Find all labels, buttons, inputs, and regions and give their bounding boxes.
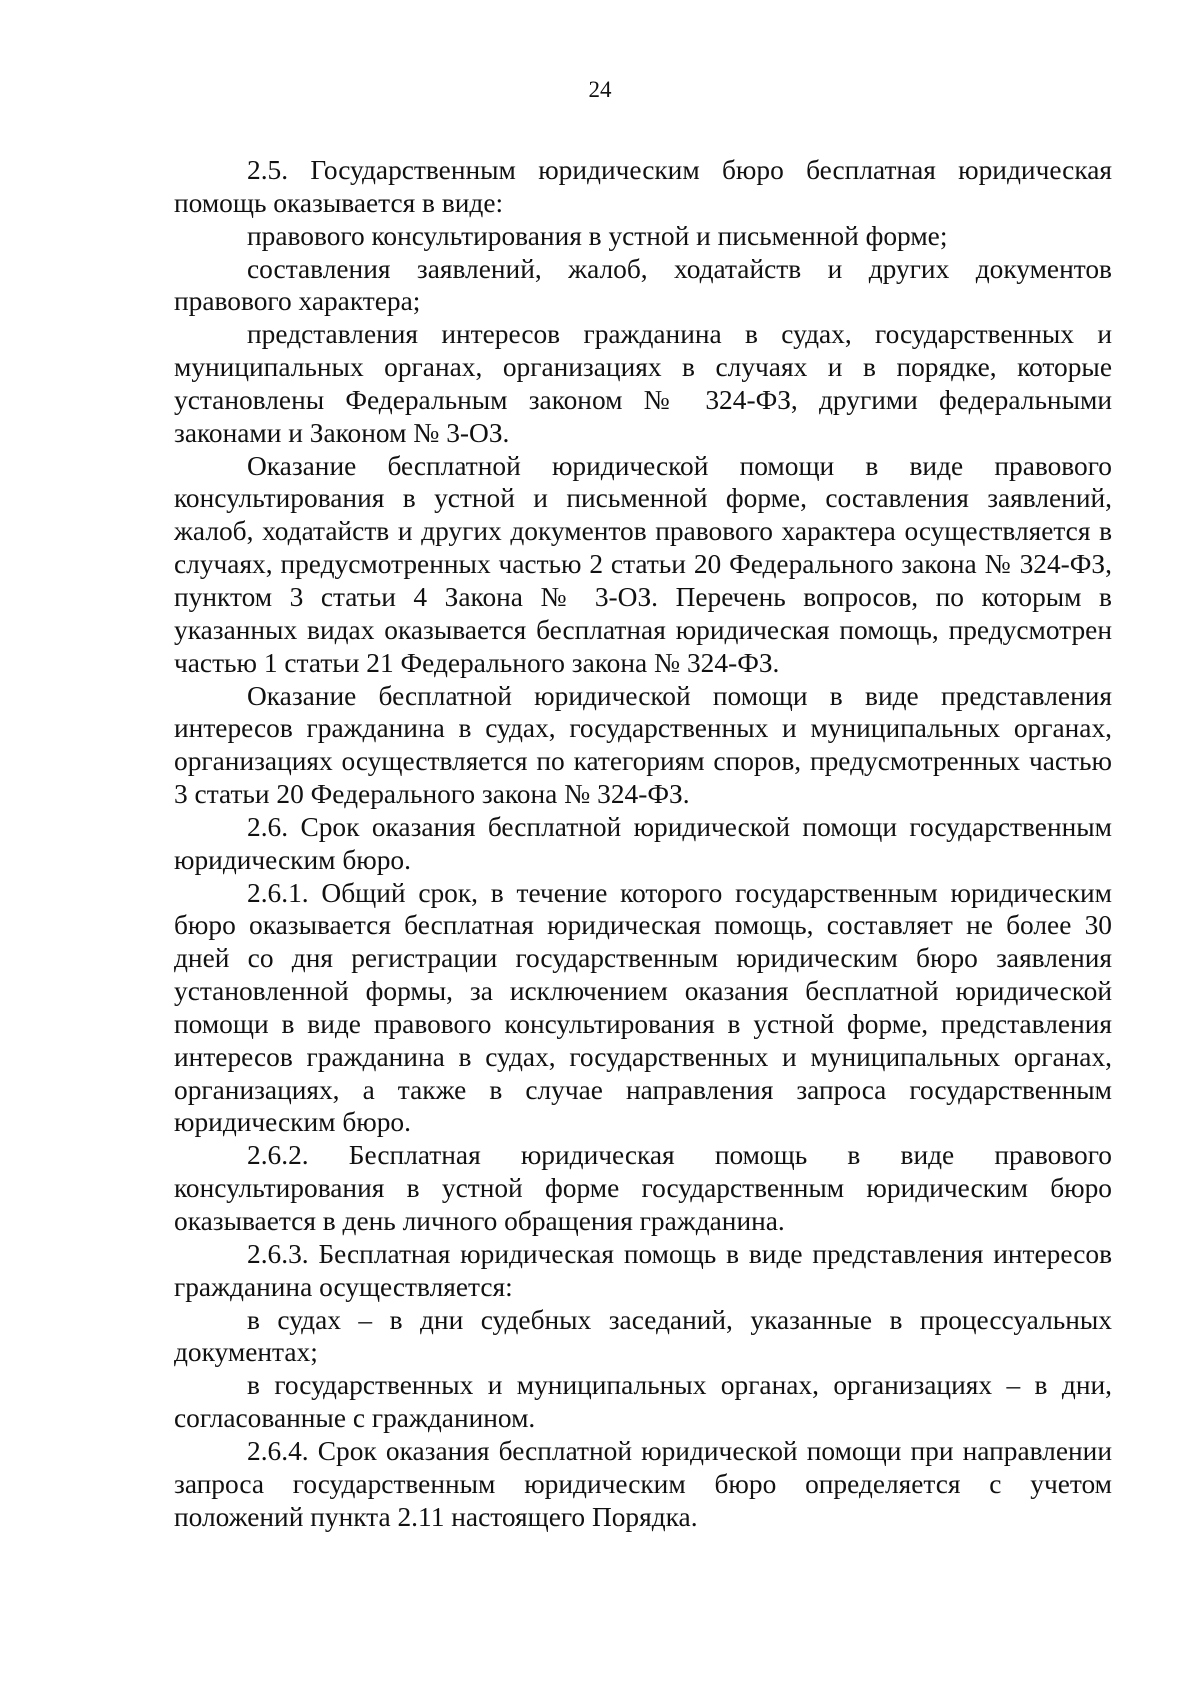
paragraph-courts: в судах – в дни судебных заседаний, указанные в процессуальных документах; [174, 1304, 1112, 1368]
paragraph-consulting: правового консультирования в устной и письменной форме; [247, 220, 948, 251]
paragraph-representation-categories: Оказание бесплатной юридической помощи в виде представления интересов гражданина в судах, государственных и муниципальных органах, организациях осуществляется по категориям споров, предусмотренных частью 3 статьи 20 Федерального закона № 324-ФЗ. [174, 680, 1112, 810]
paragraph-organizations: в государственных и муниципальных органах, организациях – в дни, согласованные с гражданином. [174, 1370, 1112, 1434]
paragraph-representation: представления интересов гражданина в судах, государственных и муниципальных органах, организациях в случаях и в порядке, которые установлены Федеральным законом № 324-ФЗ, другими федеральными законами и Законом № 3-ОЗ. [174, 319, 1112, 448]
document-body [174, 154, 1112, 1533]
paragraph-consulting-cases: Оказание бесплатной юридической помощи в виде правового консультирования в устной и письменной форме, составления заявлений, жалоб, ходатайств и других документов правового характера осуществляется в случаях, предусмотренных частью 2 статьи 20 Федерального закона № 324-ФЗ, пунктом 3 статьи 4 Закона № 3-ОЗ. Перечень вопросов, по которым в указанных видах оказывается бесплатная юридическая помощь, предусмотрен частью 1 статьи 21 Федерального закона № 324-ФЗ. [174, 450, 1112, 678]
paragraph-2-6-3: 2.6.3. Бесплатная юридическая помощь в виде представления интересов гражданина осуществляется: [174, 1238, 1112, 1302]
page-number: 24 [588, 77, 612, 102]
paragraph-documents: составления заявлений, жалоб, ходатайств и других документов правового характера; [174, 253, 1112, 317]
paragraph-2-6: 2.6. Срок оказания бесплатной юридической помощи государственным юридическим бюро. [174, 811, 1112, 875]
paragraph-2-6-2: 2.6.2. Бесплатная юридическая помощь в виде правового консультирования в устной форме государственным юридическим бюро оказывается в день личного обращения гражданина. [174, 1140, 1112, 1236]
paragraph-2-6-4: 2.6.4. Срок оказания бесплатной юридической помощи при направлении запроса государственным юридическим бюро определяется с учетом положений пункта 2.11 настоящего Порядка. [174, 1435, 1112, 1532]
paragraph-2-6-1: 2.6.1. Общий срок, в течение которого государственным юридическим бюро оказывается бесплатная юридическая помощь, составляет не более 30 дней со дня регистрации государственным юридическим бюро заявления установленной формы, за исключением оказания бесплатной юридической помощи в виде правового консультирования в устной форме, представления интересов гражданина в судах, государственных и муниципальных органах, организациях, а также в случае направления запроса государственным юридическим бюро. [174, 877, 1112, 1138]
paragraph-2-5: 2.5. Государственным юридическим бюро бесплатная юридическая помощь оказывается в виде: [174, 155, 1112, 218]
